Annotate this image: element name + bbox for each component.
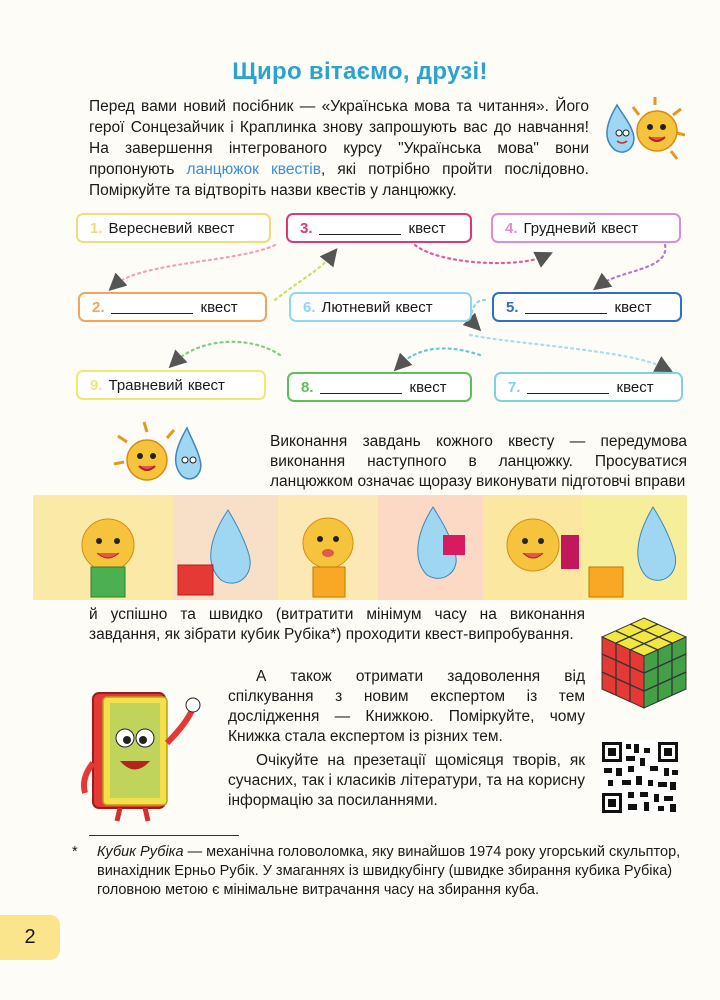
page-number: 2 — [0, 915, 60, 960]
quest-name-blank[interactable] — [111, 301, 193, 314]
footnote-divider — [89, 835, 239, 836]
sun-mascot-icon — [114, 422, 174, 480]
page-title: Щиро вітаємо, друзі! — [232, 58, 488, 85]
quest-name-blank[interactable] — [320, 381, 402, 394]
quest-name: Лютневий — [321, 298, 391, 316]
footnote — [72, 843, 687, 900]
quest-box-8[interactable] — [287, 372, 472, 402]
arrow-2-3 — [115, 245, 275, 285]
intro-paragraph — [89, 96, 589, 201]
paragraph-presentations: Очікуйте на презетації щомісяця творів, як сучасних, так і класиків літератури, та на корисну інформацію за посиланнями. — [228, 752, 585, 809]
quest-box-5[interactable] — [492, 292, 682, 322]
quest-chain-link[interactable]: ланцюжок квестів — [186, 161, 321, 178]
rubik-cube-icon — [598, 613, 690, 713]
footnote-term: Кубик Рубіка — [97, 844, 184, 860]
quest-name-blank[interactable] — [525, 301, 607, 314]
paragraph-book-expert: А також отримати задоволення від спілкування з новим експертом із тем дослідження — Книжкою. Поміркуйте, чому Книжка стала експертом із різних тем. — [228, 668, 585, 745]
quest-word: квест — [187, 376, 225, 394]
quest-number: 2. — [92, 298, 105, 316]
paragraph-chain: Виконання завдань кожного квесту — передумова виконання наступного в ланцюжку. Просуватися ланцюжком означає щоразу виконувати підготовчі вправи — [270, 433, 687, 490]
quest-name: Вересневий — [108, 219, 193, 237]
quest-word: квест — [601, 219, 639, 237]
arrow-6-7 — [470, 335, 665, 368]
paragraph-rubik: й успішно та швидко (витратити мінімум часу на виконання завдання, як зібрати кубик Рубіка*) проходити квест-випробування. — [89, 606, 585, 643]
quest-word: квест — [395, 298, 433, 316]
quest-name: Травневий — [108, 376, 183, 394]
quest-name-blank[interactable] — [527, 381, 609, 394]
quest-word: квест — [197, 219, 235, 237]
quest-box-9 — [76, 370, 266, 400]
mascots-strip-illustration — [33, 495, 687, 600]
drop-mascot-icon — [607, 105, 634, 152]
quest-number: 7. — [508, 378, 521, 396]
quest-box-1 — [76, 213, 271, 243]
quest-number: 8. — [301, 378, 314, 396]
quest-word: квест — [616, 378, 654, 396]
arrow-3-4 — [415, 245, 545, 263]
quest-box-7[interactable] — [494, 372, 683, 402]
quest-box-2[interactable] — [78, 292, 267, 322]
intro-text-after: , які потрібно пройти послідовно. Поміркуйте та відтворіть назви квестів у ланцюжку. — [89, 161, 589, 199]
book-mascot-illustration — [75, 683, 205, 823]
quest-box-4 — [491, 213, 681, 243]
arrow-5-6 — [472, 300, 485, 325]
footnote-text: — механічна головоломка, яку винайшов 1974 року угорський скульптор, винахідник Ерньо Рубік. У змаганнях із швидкубінгу (швидке збирання кубика Рубіка) головною метою є мінімальне витрачання часу на збирання куба. — [97, 844, 681, 898]
mascots-top-illustration — [595, 95, 685, 165]
qr-code-icon[interactable] — [600, 740, 680, 815]
quest-number: 4. — [505, 219, 518, 237]
quest-number: 5. — [506, 298, 519, 316]
quest-number: 9. — [90, 376, 103, 394]
intro-text-before: Перед вами новий посібник — «Українська мова та читання». Його герої Сонцезайчик і Краплинка знову запрошують вас до навчання! На завершення інтегрованого курсу "Українська мова" вони пропонують — [89, 98, 589, 178]
quest-name: Грудневий — [523, 219, 597, 237]
quest-number: 3. — [300, 219, 313, 237]
arrow-7-8 — [400, 348, 480, 365]
drop-mascot-icon — [176, 428, 201, 479]
quest-box-3[interactable] — [286, 213, 472, 243]
quest-box-6 — [289, 292, 472, 322]
mascots-middle-illustration — [112, 420, 212, 490]
quest-word: квест — [409, 378, 447, 396]
quest-name-blank[interactable] — [319, 222, 401, 235]
arrow-4-5 — [600, 245, 665, 285]
quest-number: 6. — [303, 298, 316, 316]
quest-word: квест — [408, 219, 446, 237]
sun-mascot-icon — [633, 97, 685, 159]
quest-number: 1. — [90, 219, 103, 237]
arrow-8-9 — [175, 342, 280, 362]
quest-word: квест — [200, 298, 238, 316]
footnote-marker: * — [72, 844, 78, 860]
quest-word: квест — [614, 298, 652, 316]
